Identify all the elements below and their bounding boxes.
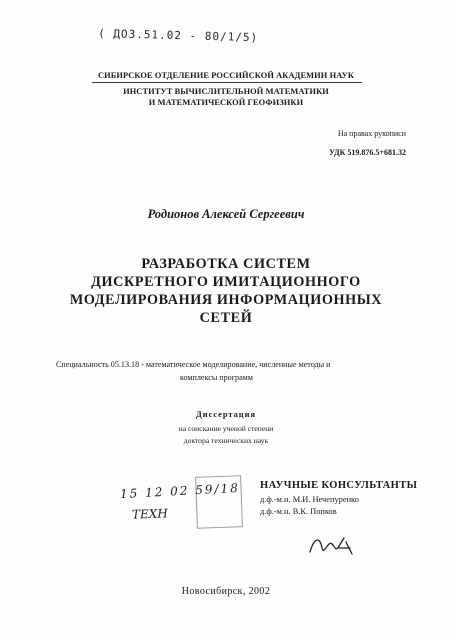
- consultant-2: д.ф.-м.н. В.К. Попков: [260, 507, 337, 516]
- udk-code: УДК 519.876.5+681.32: [329, 148, 406, 157]
- consultant-1: д.ф.-м.н. М.И. Нечепуренко: [260, 495, 359, 504]
- org-line-academy: СИБИРСКОЕ ОТДЕЛЕНИЕ РОССИЙСКОЙ АКАДЕМИИ НАУК: [97, 71, 355, 80]
- city-year: Новосибирск, 2002: [181, 586, 271, 597]
- handwritten-note: ТЕХН: [131, 506, 169, 522]
- handwritten-date: 15 12 02 59/18: [119, 480, 241, 502]
- consultants-heading: НАУЧНЫЕ КОНСУЛЬТАНТЫ: [260, 480, 418, 491]
- dissertation-degree-line-2: доктора технических наук: [183, 436, 269, 445]
- org-line-institute-2: И МАТЕМАТИЧЕСКОЙ ГЕОФИЗИКИ: [148, 98, 304, 107]
- title-line-2: ДИСКРЕТНОГО ИМИТАЦИОННОГО: [91, 274, 361, 290]
- specialty-line-2: комплексы программ: [180, 373, 253, 382]
- title-line-4: СЕТЕЙ: [199, 310, 253, 326]
- dissertation-degree-line-1: на соискание ученой степени: [178, 424, 274, 433]
- title-line-3: МОДЕЛИРОВАНИЯ ИНФОРМАЦИОННЫХ: [69, 292, 383, 308]
- specialty-line-1: Специальность 05.13.18 - математическое моделирование, численные методы и: [56, 360, 331, 369]
- org-divider: [92, 82, 362, 83]
- signature-mark: [306, 530, 356, 560]
- rights-note: На правах рукописи: [337, 129, 406, 138]
- archive-number: ( ДОЗ.51.02 - 80/1/5): [97, 26, 259, 45]
- org-line-institute: ИНСТИТУТ ВЫЧИСЛИТЕЛЬНОЙ МАТЕМАТИКИ: [123, 87, 329, 96]
- dissertation-label: Диссертация: [196, 410, 256, 419]
- archive-number-handwritten: [98, 27, 328, 55]
- author-name: Родионов Алексей Сергеевич: [147, 207, 305, 221]
- title-line-1: РАЗРАБОТКА СИСТЕМ: [141, 256, 311, 272]
